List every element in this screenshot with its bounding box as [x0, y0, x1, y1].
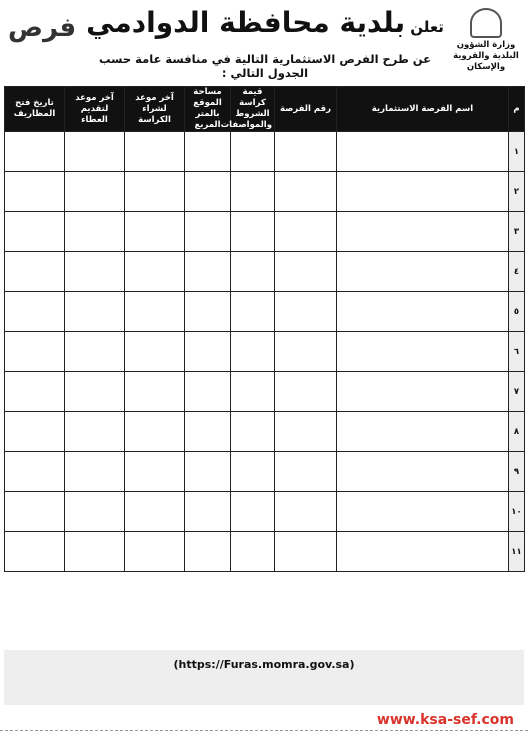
table-cell [65, 412, 125, 452]
table-row [5, 252, 525, 292]
footer-notice: (https://Furas.momra.gov.sa) [4, 650, 524, 705]
table-cell [65, 292, 125, 332]
table-cell [337, 492, 509, 532]
table-cell: ١ [509, 132, 525, 172]
table-row [5, 492, 525, 532]
table-cell [231, 492, 275, 532]
table-row [5, 132, 525, 172]
table-cell [275, 492, 337, 532]
table-cell [185, 492, 231, 532]
table-cell [65, 172, 125, 212]
table-cell [231, 212, 275, 252]
table-cell [337, 412, 509, 452]
table-row [5, 372, 525, 412]
table-cell [185, 332, 231, 372]
furas-logo: فرص [8, 13, 77, 43]
table-cell [231, 452, 275, 492]
table-cell [125, 372, 185, 412]
table-cell [337, 532, 509, 572]
table-cell [337, 332, 509, 372]
announcement-subtitle: عن طرح الفرص الاستثمارية التالية في منافسة عامة حسب الجدول التالي : [98, 52, 431, 80]
table-cell [65, 252, 125, 292]
table-cell [231, 132, 275, 172]
table-cell [5, 332, 65, 372]
table-cell: ٩ [509, 452, 525, 492]
table-cell [125, 532, 185, 572]
table-cell [337, 292, 509, 332]
opportunities-table [4, 86, 525, 572]
table-cell [5, 292, 65, 332]
table-cell [185, 212, 231, 252]
table-row [5, 452, 525, 492]
table-cell [185, 132, 231, 172]
table-cell [125, 412, 185, 452]
table-row [5, 292, 525, 332]
table-cell [337, 372, 509, 412]
table-cell [337, 252, 509, 292]
table-cell [65, 372, 125, 412]
table-cell [5, 212, 65, 252]
table-cell: ٥ [509, 292, 525, 332]
divider [0, 730, 528, 731]
table-cell [337, 212, 509, 252]
emblem-icon [470, 8, 502, 38]
table-cell: ٦ [509, 332, 525, 372]
announcement-title: تعلن بلدية محافظة الدوادمي [86, 6, 444, 39]
table-row [5, 532, 525, 572]
table-cell [185, 532, 231, 572]
column-header: م [509, 87, 525, 132]
column-header: رقم الفرصة [275, 87, 337, 132]
table-cell [65, 452, 125, 492]
table-cell [275, 532, 337, 572]
table-cell: ٧ [509, 372, 525, 412]
table-cell [185, 292, 231, 332]
table-cell: ١٠ [509, 492, 525, 532]
table-cell [125, 492, 185, 532]
table-cell [231, 292, 275, 332]
watermark[interactable]: www.ksa-sef.com [376, 712, 514, 728]
table-row [5, 412, 525, 452]
table-cell [185, 252, 231, 292]
column-header: آخر موعد لتقديم العطاء [65, 87, 125, 132]
table-cell [185, 172, 231, 212]
table-cell [65, 332, 125, 372]
table-cell [275, 372, 337, 412]
table-cell [5, 172, 65, 212]
table-cell: ٤ [509, 252, 525, 292]
table-cell [5, 412, 65, 452]
table-cell [275, 292, 337, 332]
table-cell [231, 372, 275, 412]
table-cell [275, 332, 337, 372]
table-cell [125, 452, 185, 492]
table-cell [275, 412, 337, 452]
table-cell [125, 212, 185, 252]
column-header: آخر موعد لشراء الكراسة [125, 87, 185, 132]
table-cell [185, 412, 231, 452]
table-cell [231, 172, 275, 212]
table-cell [125, 332, 185, 372]
column-header: مساحة الموقع بالمتر المربع [185, 87, 231, 132]
table-cell [337, 452, 509, 492]
table-cell [5, 452, 65, 492]
header [0, 0, 528, 84]
table-cell [125, 172, 185, 212]
table-cell [185, 452, 231, 492]
table-row [5, 212, 525, 252]
table-cell [231, 252, 275, 292]
table-cell [5, 372, 65, 412]
table-cell: ٢ [509, 172, 525, 212]
table-cell [65, 492, 125, 532]
column-header: تاريخ فتح المظاريف [5, 87, 65, 132]
column-header: قيمة كراسة الشروط والمواصفات [231, 87, 275, 132]
table-cell [5, 492, 65, 532]
table-row [5, 172, 525, 212]
table-cell [275, 212, 337, 252]
table-cell: ٣ [509, 212, 525, 252]
table-cell [65, 532, 125, 572]
table-cell [125, 132, 185, 172]
table-cell [337, 172, 509, 212]
table-cell [5, 252, 65, 292]
column-header: اسم الفرصة الاستثمارية [337, 87, 509, 132]
table-cell [65, 132, 125, 172]
table-cell [65, 212, 125, 252]
table-cell [125, 292, 185, 332]
table-cell [231, 532, 275, 572]
table-cell [5, 132, 65, 172]
table-cell [337, 132, 509, 172]
table-cell [185, 372, 231, 412]
table-cell [125, 252, 185, 292]
table-cell [231, 412, 275, 452]
table-cell [275, 172, 337, 212]
table-cell: ٨ [509, 412, 525, 452]
table-cell [275, 132, 337, 172]
table-cell [231, 332, 275, 372]
table-cell: ١١ [509, 532, 525, 572]
ministry-logo: وزارة الشؤون البلدية والقروية والإسكان [450, 8, 522, 78]
table-cell [5, 532, 65, 572]
table-row [5, 332, 525, 372]
table-cell [275, 252, 337, 292]
table-cell [275, 452, 337, 492]
